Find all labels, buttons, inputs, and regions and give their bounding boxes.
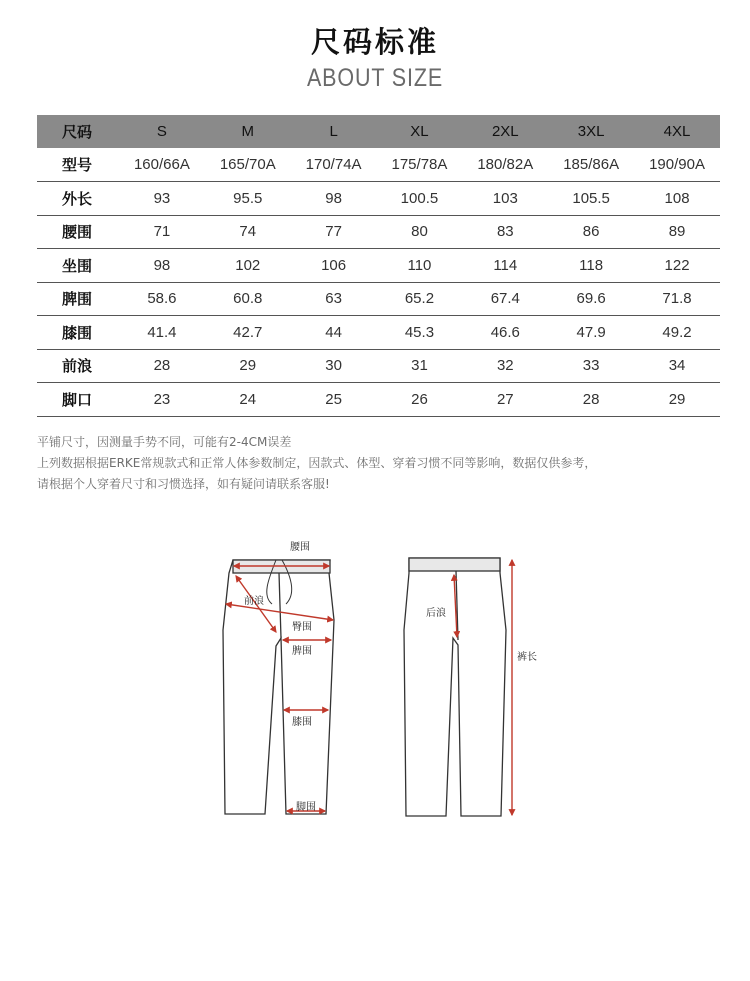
table-cell: 71.8 — [662, 290, 692, 308]
table-row — [37, 349, 720, 383]
table-header-cell: S — [156, 123, 167, 140]
table-cell: 32 — [496, 357, 514, 375]
table-cell: 46.6 — [490, 323, 520, 341]
size-table — [37, 115, 720, 417]
table-cell: 29 — [668, 390, 686, 408]
table-cell: 98 — [153, 256, 171, 274]
table-cell: 190/90A — [649, 156, 705, 173]
table-cell: 60.8 — [233, 290, 263, 308]
table-cell: 69.6 — [576, 290, 606, 308]
row-label-cell: 脚口 — [62, 390, 93, 409]
row-label-cell: 坐围 — [62, 256, 93, 275]
table-cell: 77 — [325, 223, 342, 241]
waist-label: 腰围 — [290, 542, 310, 553]
table-row — [37, 215, 720, 249]
thigh-label: 脾围 — [292, 646, 312, 657]
front-pants-drawing — [223, 560, 334, 814]
table-cell: 80 — [411, 223, 428, 241]
table-cell: 106 — [321, 256, 347, 274]
table-cell: 102 — [235, 256, 261, 274]
table-cell: 86 — [582, 223, 600, 241]
hem-label: 脚围 — [296, 802, 316, 813]
table-cell: 122 — [664, 256, 690, 274]
table-cell: 23 — [153, 390, 171, 408]
table-cell: 58.6 — [147, 290, 177, 308]
page-subtitle: ABOUT SIZE — [306, 64, 444, 92]
table-cell: 47.9 — [576, 323, 606, 341]
table-row — [37, 249, 720, 283]
page-title: 尺码标准 — [310, 25, 439, 59]
table-header-cell: 3XL — [577, 123, 605, 140]
table-cell: 98 — [325, 189, 342, 207]
table-cell: 89 — [668, 223, 686, 241]
table-header-cell: 4XL — [663, 123, 691, 140]
table-cell: 118 — [579, 256, 604, 274]
table-row — [37, 316, 720, 350]
table-cell: 108 — [664, 189, 690, 207]
table-row — [37, 383, 720, 417]
table-header-cell: XL — [410, 123, 429, 140]
table-cell: 26 — [411, 390, 428, 408]
table-cell: 65.2 — [404, 290, 435, 308]
table-cell: 28 — [582, 390, 600, 408]
table-cell: 25 — [325, 390, 342, 408]
table-row — [37, 148, 720, 182]
back-rise-label: 后浪 — [426, 608, 446, 619]
knee-label: 膝围 — [292, 717, 312, 728]
table-cell: 67.4 — [490, 290, 520, 308]
table-cell: 27 — [496, 390, 514, 408]
table-cell: 41.4 — [147, 323, 177, 341]
table-cell: 83 — [496, 223, 514, 241]
table-cell: 44 — [325, 323, 342, 341]
table-row — [37, 182, 720, 216]
row-label-cell: 脾围 — [62, 290, 93, 309]
table-cell: 95.5 — [233, 189, 263, 207]
row-label-cell: 前浪 — [62, 357, 93, 376]
table-cell: 29 — [239, 357, 257, 375]
table-cell: 24 — [239, 390, 257, 408]
table-cell: 49.2 — [662, 323, 692, 341]
table-cell: 114 — [493, 256, 518, 274]
table-cell: 45.3 — [404, 323, 435, 341]
table-cell: 33 — [582, 357, 600, 375]
table-cell: 74 — [239, 223, 257, 241]
table-header-row — [37, 115, 720, 148]
pants-measurement-diagram — [0, 520, 750, 830]
table-cell: 170/74A — [305, 156, 362, 173]
table-cell: 34 — [668, 357, 686, 375]
row-label-cell: 型号 — [62, 156, 93, 174]
row-label-cell: 膝围 — [62, 323, 93, 342]
table-row — [37, 282, 720, 316]
table-cell: 165/70A — [219, 156, 276, 173]
table-cell: 93 — [153, 189, 171, 207]
table-cell: 105.5 — [572, 189, 610, 207]
table-header-cell: 尺码 — [62, 123, 93, 141]
table-cell: 160/66A — [133, 156, 190, 173]
table-cell: 185/86A — [563, 156, 620, 173]
size-notes — [37, 432, 596, 495]
table-cell: 175/78A — [391, 156, 448, 173]
table-cell: 42.7 — [233, 323, 263, 341]
row-label-cell: 外长 — [62, 189, 93, 208]
table-cell: 63 — [325, 290, 342, 308]
length-label: 裤长 — [517, 652, 537, 663]
hip-label: 臀围 — [292, 622, 312, 633]
table-cell: 110 — [407, 256, 432, 274]
table-header-cell: 2XL — [491, 123, 519, 140]
note-line: 上列数据根据ERKE常规款式和正常人体参数制定，因款式、体型、穿着习惯不同等影响，数据仅供参考， — [37, 456, 597, 470]
note-line: 请根据个人穿着尺寸和习惯选择，如有疑问请联系客服! — [37, 477, 330, 491]
table-header-cell: M — [241, 123, 255, 140]
table-cell: 103 — [492, 189, 518, 207]
front-rise-label: 前浪 — [244, 596, 264, 607]
row-label-cell: 腰围 — [62, 223, 93, 242]
table-header-cell: L — [329, 123, 338, 140]
table-cell: 30 — [325, 357, 342, 375]
note-line: 平铺尺寸，因测量手势不同，可能有2-4CM误差 — [37, 435, 292, 449]
table-cell: 100.5 — [400, 189, 439, 207]
table-cell: 180/82A — [477, 156, 534, 173]
table-cell: 28 — [153, 357, 171, 375]
table-cell: 71 — [153, 223, 171, 241]
table-cell: 31 — [411, 357, 428, 375]
